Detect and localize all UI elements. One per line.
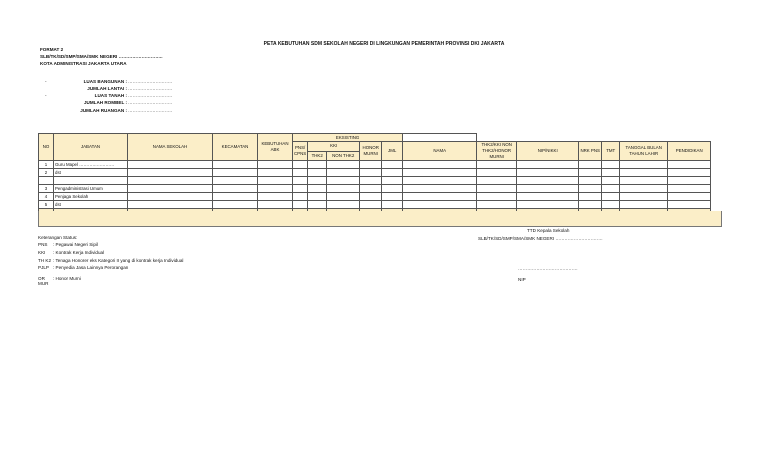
info-label: JUMLAH RUANGAN : <box>80 108 127 113</box>
table-row <box>39 201 711 209</box>
note-code: KKI <box>38 250 46 255</box>
note-code: TH K2 <box>38 258 52 263</box>
col-header-no: NO <box>39 134 54 161</box>
col-header-nama: NAMA <box>403 142 477 161</box>
note-text: : Kontrak Kerja Individual <box>53 250 105 255</box>
region-label: KOTA ADMINISTRASI JAKARTA UTARA <box>40 61 127 66</box>
note-item <box>38 276 81 286</box>
col-header-ttl: TANGGAL BULAN TAHUN LAHIR <box>620 142 668 161</box>
cell-jabatan: dst <box>54 169 128 177</box>
header-blank <box>477 134 711 142</box>
info-label: LUAS BANGUNAN : <box>83 79 127 84</box>
cell-jabatan: Pengadministrasi Umum <box>54 185 128 193</box>
col-header-honor: HONOR MURNI <box>360 142 382 161</box>
note-text: : Pegawai Negeri Sipil <box>53 242 98 247</box>
col-header-pns: PNS/ CPNS <box>293 142 308 161</box>
school-line: SLB/TK/SD/SMP/SMA/SMK NEGERI ……………………….. <box>40 54 163 59</box>
cell-no: 3 <box>39 185 54 193</box>
cell-jabatan: dst <box>54 201 128 209</box>
cell-no: 1 <box>39 161 54 169</box>
table-footer-band <box>38 211 722 227</box>
table-row <box>39 177 711 185</box>
col-header-nip: NIP/NIKKI <box>517 142 579 161</box>
col-header-jml: JML <box>382 142 403 161</box>
note-item <box>38 258 183 263</box>
cell-jabatan: Guru Mapel …………………… <box>54 161 128 169</box>
col-header-tmt: TMT <box>602 142 620 161</box>
info-row <box>40 79 182 86</box>
info-value: ……………………….. <box>128 108 172 113</box>
document-title: PETA KEBUTUHAN SDM SEKOLAH NEGERI DI LINGKUNGAN PEMERINTAH PROVINSI DKI JAKARTA <box>263 41 505 47</box>
cell-no: 4 <box>39 193 54 201</box>
format-label: FORMAT 2 <box>40 47 64 52</box>
info-row <box>40 86 182 93</box>
info-label: JUMLAH LANTAI : <box>87 86 127 91</box>
signature-title: TTD Kepala Sekolah <box>527 228 570 233</box>
col-header-non-thk2: NON THK2 <box>327 151 360 161</box>
info-value: ……………………….. <box>128 100 172 105</box>
col-header-kki: KKI <box>308 142 360 152</box>
table-row <box>39 169 711 177</box>
note-code: PJLP <box>38 265 49 270</box>
info-label: JUMLAH ROMBEL : <box>83 100 127 105</box>
cell-no: 5 <box>39 201 54 209</box>
note-item <box>38 265 128 270</box>
notes-heading: Keterangan Status: <box>38 235 78 240</box>
info-value: ……………………….. <box>128 93 172 98</box>
col-header-kebutuhan-abk: KEBUTUHAN ABK <box>258 134 293 161</box>
col-header-jabatan: JABATAN <box>54 134 128 161</box>
col-header-thk2-kki: THK2/KKI NON THK2/HONOR MURNI <box>477 142 517 161</box>
table-row <box>39 161 711 169</box>
info-bullet: - <box>45 93 47 98</box>
info-value: ……………………….. <box>128 79 172 84</box>
cell-jabatan <box>54 177 128 185</box>
signature-school: SLB/TK/SD/SMP/SMA/SMK NEGERI …………………………. <box>478 236 603 241</box>
note-item <box>38 242 98 247</box>
table-row <box>39 185 711 193</box>
info-label: LUAS TANAH : <box>94 93 127 98</box>
note-code: PNS <box>38 242 48 247</box>
cell-no: 2 <box>39 169 54 177</box>
col-header-thk2: THK2 <box>308 151 327 161</box>
signature-name-line: ………………………………… <box>518 266 578 271</box>
cell-jabatan: Penjaga Sekolah <box>54 193 128 201</box>
note-item <box>38 250 104 255</box>
col-header-nrk: NRK PNS <box>579 142 602 161</box>
col-header-pendidikan: PENDIDIKAN <box>668 142 711 161</box>
note-text: : Tenaga Honorer eks Kategori II yang di kontrak kerja Individual <box>53 258 184 263</box>
cell-no <box>39 177 54 185</box>
col-header-nama-sekolah: NAMA SEKOLAH <box>128 134 213 161</box>
signature-nip: NIP <box>518 277 526 282</box>
info-bullet: - <box>45 79 47 84</box>
info-row <box>40 93 182 100</box>
sdm-table <box>38 133 711 217</box>
info-row <box>40 108 182 115</box>
note-text: : Honor Murni <box>53 276 81 281</box>
col-header-kecamatan: KECAMATAN <box>213 134 258 161</box>
note-text: : Penyedia Jasa Lainnya Perorangan <box>53 265 129 270</box>
info-row <box>40 100 182 107</box>
note-code: OR MUR <box>38 276 49 286</box>
header-blank <box>403 134 477 142</box>
table-row <box>39 193 711 201</box>
info-value: ……………………….. <box>128 86 172 91</box>
col-header-eksisting: EKSISTING <box>293 134 403 142</box>
